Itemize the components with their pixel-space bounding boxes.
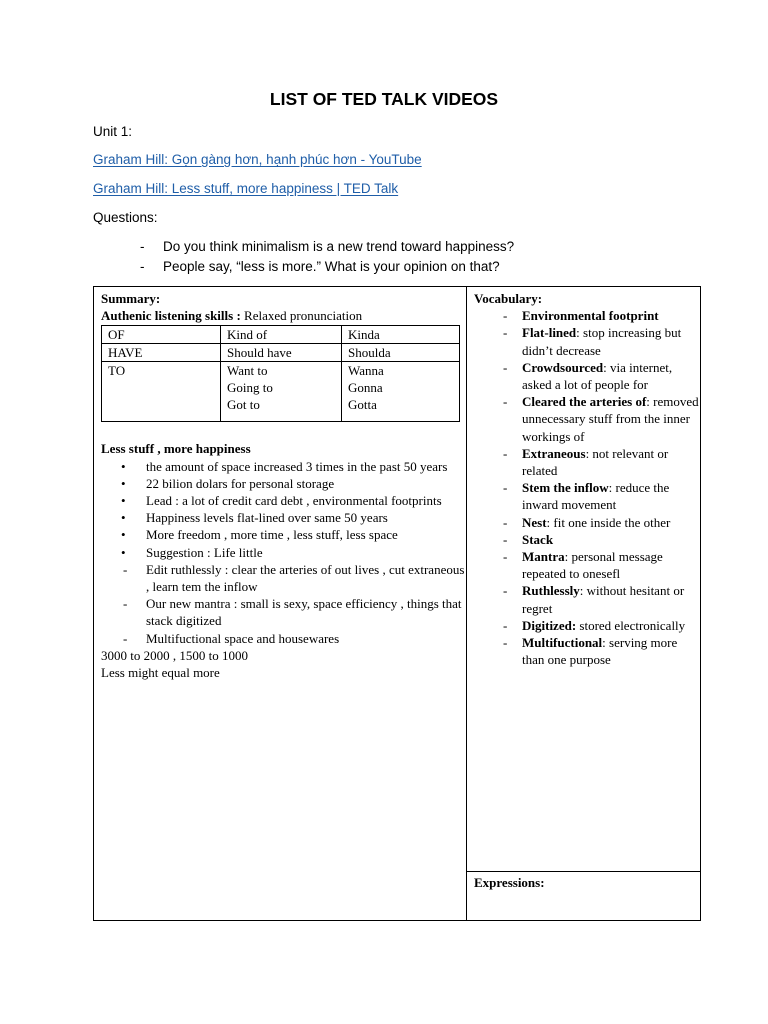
vocab-term: Extraneous <box>522 445 586 461</box>
vocab-definition: : removed unnecessary stuff from the inner workings of <box>522 394 699 444</box>
vocab-definition: : reduce the inward movement <box>522 480 670 513</box>
ted-talk-link[interactable]: Graham Hill: Less stuff, more happiness | TED Talk <box>93 181 399 196</box>
table-cell: Wanna Gonna Gotta <box>342 362 460 422</box>
vocab-term: Flat-lined <box>522 325 577 341</box>
list-item: • More freedom , more time , less stuff, less space <box>121 526 466 543</box>
table-cell: Kinda <box>342 326 460 344</box>
vocabulary-label: Vocabulary: <box>474 291 543 306</box>
summary-footer-line: 3000 to 2000 , 1500 to 1000 <box>101 647 248 663</box>
list-item: • Suggestion : Life little <box>121 544 466 561</box>
relaxed-pronunciation-table <box>101 325 460 422</box>
expressions-cell <box>467 871 701 921</box>
table-row <box>102 326 460 344</box>
questions-list <box>140 238 514 278</box>
list-item: - Our new mantra : small is sexy, space efficiency , things that stack digitized <box>121 595 466 629</box>
vocab-definition: : not relevant or related <box>522 445 669 479</box>
skills-value: Relaxed pronunciation <box>240 308 363 324</box>
list-item: - Multifuctional space and housewares <box>121 630 466 647</box>
table-cell: OF <box>102 326 221 344</box>
table-cell: HAVE <box>102 344 221 362</box>
vocab-term: Environmental footprint <box>522 308 659 324</box>
vocab-term: Nest <box>522 514 547 530</box>
vocab-definition: : fit one inside the other <box>546 514 671 530</box>
summary-column <box>94 287 466 920</box>
vocab-item <box>497 548 701 582</box>
vocab-item <box>497 359 701 393</box>
vocab-term: Ruthlessly <box>522 583 580 599</box>
vocab-term: Cleared the arteries of <box>522 394 647 410</box>
list-item: - Edit ruthlessly : clear the arteries of out lives , cut extraneous , learn tem the inflow <box>121 561 466 595</box>
summary-label: Summary: <box>101 291 161 306</box>
table-cell: Shoulda <box>342 344 460 362</box>
section-title: Less stuff , more happiness <box>101 441 251 457</box>
question-item: - People say, “less is more.” What is your opinion on that? <box>140 258 514 278</box>
table-row <box>102 344 460 362</box>
vocab-item <box>497 634 701 668</box>
list-item: • 22 bilion dolars for personal storage <box>121 475 466 492</box>
vocabulary-column <box>467 287 701 871</box>
notes-table <box>93 286 701 921</box>
table-cell: Want to Going to Got to <box>221 362 342 422</box>
vocab-definition: stored electronically <box>576 617 686 633</box>
vocab-item <box>497 617 701 634</box>
vocab-item <box>497 393 701 445</box>
list-item: • Lead : a lot of credit card debt , environmental footprints <box>121 492 466 509</box>
unit-label: Unit 1: <box>93 124 133 139</box>
expressions-label: Expressions: <box>474 875 545 890</box>
table-cell: Should have <box>221 344 342 362</box>
vocab-item <box>497 514 701 531</box>
vocab-term: Digitized: <box>522 617 577 633</box>
vocabulary-list <box>497 307 701 668</box>
vocab-item <box>497 307 701 324</box>
vocab-item <box>497 324 701 358</box>
vocab-term: Stack <box>522 531 554 547</box>
vocab-term: Stem the inflow <box>522 480 609 496</box>
vocab-item <box>497 582 701 616</box>
vocab-term: Crowdsourced <box>522 359 604 375</box>
vocab-item <box>497 479 701 513</box>
list-item: • Happiness levels flat-lined over same 50 years <box>121 509 466 526</box>
table-row <box>102 362 460 422</box>
vocab-definition: : without hesitant or regret <box>522 583 685 616</box>
summary-items <box>121 458 466 647</box>
table-cell: Kind of <box>221 326 342 344</box>
vocab-term: Mantra <box>522 549 565 565</box>
vocab-item <box>497 445 701 479</box>
vocab-term: Multifuctional <box>522 635 603 651</box>
table-cell: TO <box>102 362 221 422</box>
vocab-item <box>497 531 701 548</box>
question-item: - Do you think minimalism is a new trend toward happiness? <box>140 238 514 258</box>
questions-label: Questions: <box>93 210 158 225</box>
list-item: • the amount of space increased 3 times in the past 50 years <box>121 458 466 475</box>
summary-footer-line: Less might equal more <box>101 665 220 681</box>
skills-label: Authenic listening skills : <box>101 308 241 324</box>
vocab-definition: : via internet, asked a lot of people for <box>522 359 673 393</box>
vocab-definition: : serving more than one purpose <box>522 635 678 668</box>
skills-line <box>101 307 466 324</box>
page-title: LIST OF TED TALK VIDEOS <box>269 89 499 109</box>
vocab-definition: : stop increasing but didn’t decrease <box>522 325 682 358</box>
youtube-link[interactable]: Graham Hill: Gọn gàng hơn, hạnh phúc hơn - YouTube <box>93 152 422 167</box>
vocab-definition: : personal message repeated to onesefl <box>522 549 663 582</box>
